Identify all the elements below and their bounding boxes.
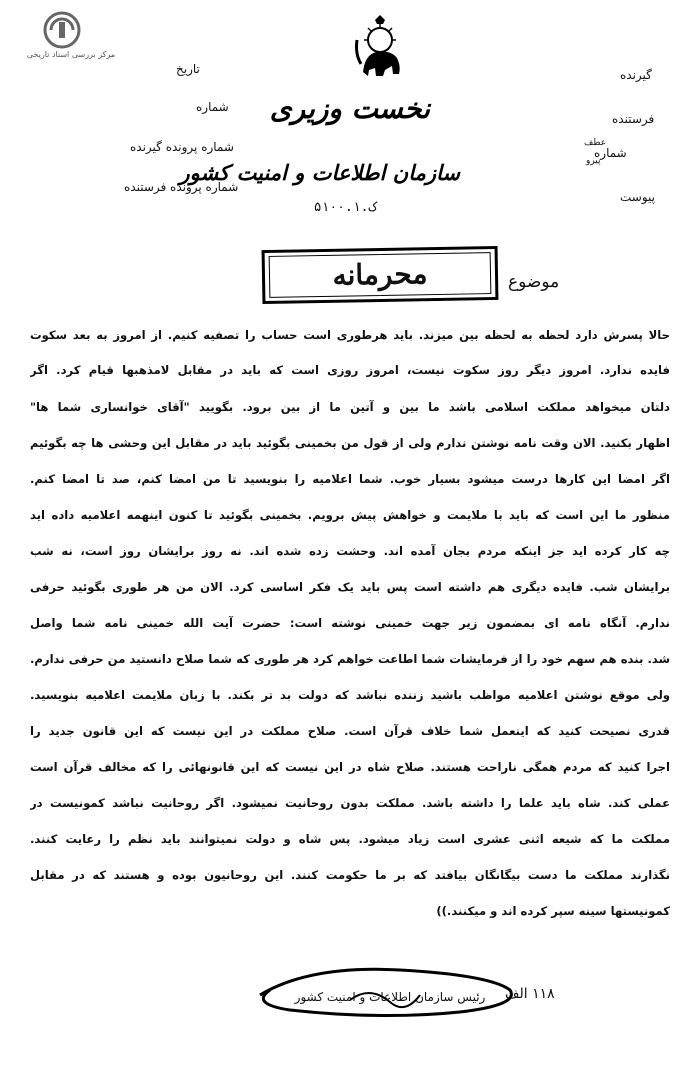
sender-file-number-field <box>124 180 238 194</box>
body-line: شد. بنده هم سهم خود را از فرمایشات شما اطاعت خواهم کرد هر طوری که شما صلاح دانستید من حرفی ندارم. <box>30 652 670 666</box>
sender-field <box>612 112 654 126</box>
body-line: اگر امضا این کارها درست میشود بسیار خوب. شما اعلامیه را بنویسید تا من امضا کنم، صد تا امضا کنم. <box>30 472 670 486</box>
lion-and-sun-emblem-icon <box>345 14 415 84</box>
letterhead-subtitle: سازمان اطلاعات و امنیت کشور <box>179 160 460 185</box>
body-line: حالا پسرش دارد لحظه به لحظه بین میزند. باید هرطوری است حساب را تصفیه کنیم. از امروز به بعد سکوت <box>30 328 670 342</box>
body-line: دلتان میخواهد مملکت اسلامی باشد ما بین و آتین ما از بین برود. بگویید "آقای خوانساری شما ها" <box>30 400 670 414</box>
date-field <box>176 62 200 76</box>
sender-file-number-label: شماره پرونده فرستنده <box>124 180 239 194</box>
body-line: اجرا کنید که مردم همگی ناراحت هستند. صلاح شاه در این نیست که این قانونهائی را که مخالف قرآن است <box>30 760 670 774</box>
signatory-title: رئیس سازمان اطلاعات و امنیت کشور <box>294 990 486 1004</box>
archive-logo-icon <box>42 10 82 50</box>
number-label-left: شماره <box>196 100 229 114</box>
number-sub-reference: عطف <box>584 138 607 148</box>
body-line: عملی کند. شاه باید علما را داشته باشد. مملکت بدون روحانیت نمیشود. اگر روحانیت نباشد کمونیست در <box>30 796 670 810</box>
body-line: برایشان شب. فایده دیگری هم داشته است پس باید یک فکر اساسی کرد. الان من هر طوری بگوئید حرفی <box>30 580 670 594</box>
body-line: چه کار کرده اید جز اینکه مردم بجان آمده اند. وحشت زده شده اند. نه روز برایشان روز است، نه شب <box>30 544 670 558</box>
recipient-file-number-field <box>130 140 234 154</box>
body-line: منظور ما این است که باید با ملایمت و خواهش پیش برویم. بخمینی بگوئید تا کنون اینهمه اعلامیه داده اید <box>30 508 670 522</box>
number-label-right: شماره <box>594 146 627 160</box>
body-line: کمونیستها سینه سپر کرده اند و میکنند.)) <box>436 904 670 918</box>
letter-reference: ک.۵۱۰۰.۱ <box>313 200 377 215</box>
body-line: فایده ندارد. امروز دیگر روز سکوت نیست، امروز روزی است که باید در مقابل لامذهبها قیام کرد. اگر <box>30 363 670 377</box>
body-line: نگذارند مملکت ما دست بیگانگان بیافتد که بر ما حکومت کنند. این روحانیون بوده و هستند که در مقابل <box>30 868 670 882</box>
body-line: اظهار بکنید. الان وقت نامه نوشتن ندارم ولی از قول من بخمینی بگوئید باید در مقابل این وحشی ها چه بگوئیم <box>30 436 670 450</box>
body-line: ندارم. آنگاه نامه ای بمضمون زیر جهت خمینی نوشته است: حضرت آیت الله خمینی نامه شما واصل <box>30 616 670 630</box>
attachment-label: پیوست <box>620 190 655 204</box>
recipient-file-number-label: شماره پرونده گیرنده <box>130 140 234 154</box>
archive-label: مرکز بررسی اسناد تاریخی <box>26 50 116 59</box>
recipient-field <box>620 68 652 82</box>
subject-label: موضوع <box>508 272 560 292</box>
body-line: مملکت ما که شیعه اثنی عشری است زیاد میشود. پس شاه و دولت نمیتوانند باید نظم را رعایت کنند. <box>30 832 670 846</box>
recipient-label: گیرنده <box>620 68 652 82</box>
confidential-stamp <box>262 246 499 304</box>
letterhead-title: نخست وزیری <box>269 92 430 125</box>
attachment-field <box>620 190 655 204</box>
reference-code: ۱۱۸ الف <box>505 986 555 1002</box>
archive-watermark <box>6 8 136 60</box>
sender-label: فرستنده <box>612 112 655 126</box>
body-line: قدری نصیحت کنید که اینعمل شما خلاف قرآن است. صلاح مملکت در این نیست که این قانون جدید را <box>30 724 670 738</box>
stamp-inner-border <box>269 252 492 298</box>
body-line: ولی موقع نوشتن اعلامیه مواظب باشید زننده نباشد که دولت بد تر بکند. با زبان ملایمت اعلامیه بنویسید. <box>30 688 670 702</box>
number-sub-followup: پیرو <box>586 156 601 166</box>
number-field-left <box>196 100 229 114</box>
stamp-text: محرمانه <box>332 257 428 292</box>
date-label: تاریخ <box>176 62 200 76</box>
